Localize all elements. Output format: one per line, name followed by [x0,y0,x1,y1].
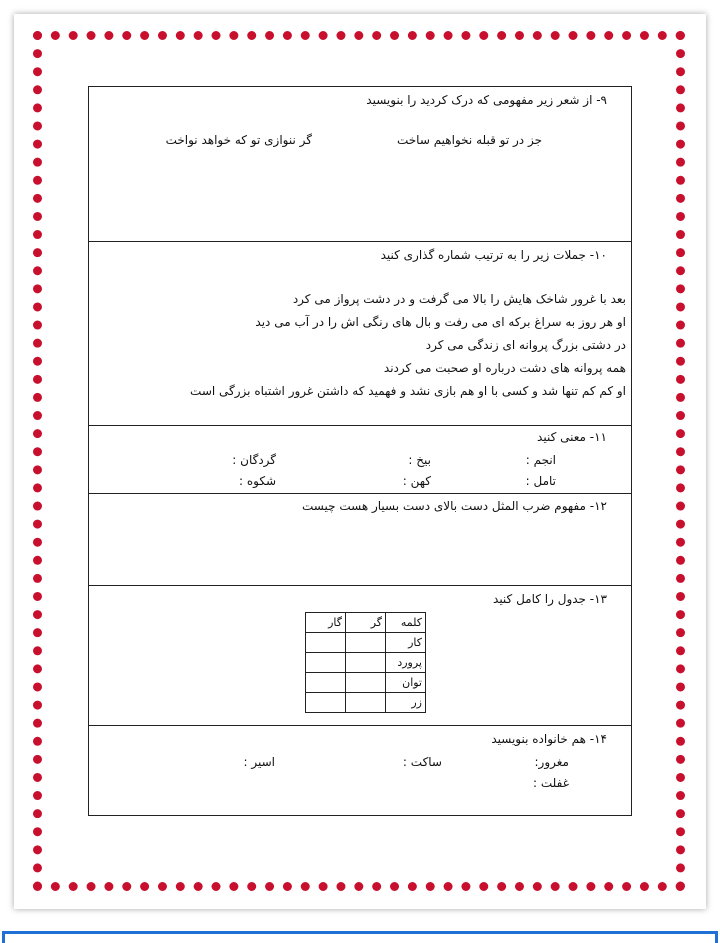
table-row [306,633,426,653]
word-bikh: بیخ : [408,453,431,467]
table-header-row [306,613,426,633]
table-cell-empty[interactable] [306,673,346,693]
word-saket: ساکت : [402,755,442,769]
sentence-item: در دشتی بزرگ پروانه ای زندگی می کرد [425,338,626,352]
verse-second-hemistich: گر ننوازی تو که خواهد نواخت [165,133,312,147]
exam-question-table [88,86,632,816]
question-11 [89,426,631,494]
word-gerdegan: گردگان : [232,453,276,467]
question-9-title: ۹- از شعر زیر مفهومی که درک کردید را بنویسید [366,93,607,107]
table-row [306,653,426,673]
sentence-list [190,288,626,403]
table-header-cell: کلمه [386,613,426,633]
table-cell-empty[interactable] [306,653,346,673]
question-14-title: ۱۴- هم خانواده بنویسید [491,732,607,746]
table-header-cell: گار [306,613,346,633]
table-cell-empty[interactable] [306,633,346,653]
question-13 [89,586,631,726]
word-anjom: انجم : [525,453,556,467]
table-cell: پرورد [386,653,426,673]
next-page-edge [2,931,718,943]
sentence-item: همه پروانه های دشت درباره او صحبت می کردند [383,361,626,375]
table-cell-empty[interactable] [346,673,386,693]
table-cell-empty[interactable] [346,653,386,673]
word-taammol: تامل : [525,474,556,488]
sentence-item: او کم کم تنها شد و کسی با او هم بازی نشد و فهمید که داشتن غرور اشتباه بزرگی است [190,384,626,398]
question-14 [89,726,631,817]
question-12 [89,494,631,586]
table-cell-empty[interactable] [346,633,386,653]
table-cell-empty[interactable] [306,693,346,713]
word-kohan: کهن : [402,474,431,488]
table-header-cell: گر [346,613,386,633]
table-cell-empty[interactable] [346,693,386,713]
question-10 [89,242,631,426]
question-10-title: ۱۰- جملات زیر را به ترتیب شماره گذاری کنید [380,248,607,262]
table-cell: زر [386,693,426,713]
sentence-item: او هر روز به سراغ برکه ای می رفت و بال های رنگی اش را در آب می دید [255,315,626,329]
word-maghrur: مغرور: [534,755,569,769]
word-asir: اسیر : [243,755,275,769]
word-table [305,612,426,713]
question-9 [89,87,631,242]
verse-first-hemistich: جز در تو قبله نخواهیم ساخت [396,133,542,147]
question-13-title: ۱۳- جدول را کامل کنید [493,592,607,606]
table-row [306,693,426,713]
sentence-item: بعد با غرور شاخک هایش را بالا می گرفت و در دشت پرواز می کرد [292,292,626,306]
table-row [306,673,426,693]
word-shokooh: شکوه : [238,474,276,488]
table-cell: کار [386,633,426,653]
table-cell: توان [386,673,426,693]
question-11-title: ۱۱- معنی کنید [537,430,607,444]
question-12-title: ۱۲- مفهوم ضرب المثل دست بالای دست بسیار هست چیست [301,499,607,513]
word-ghaflat: غفلت : [533,776,569,790]
